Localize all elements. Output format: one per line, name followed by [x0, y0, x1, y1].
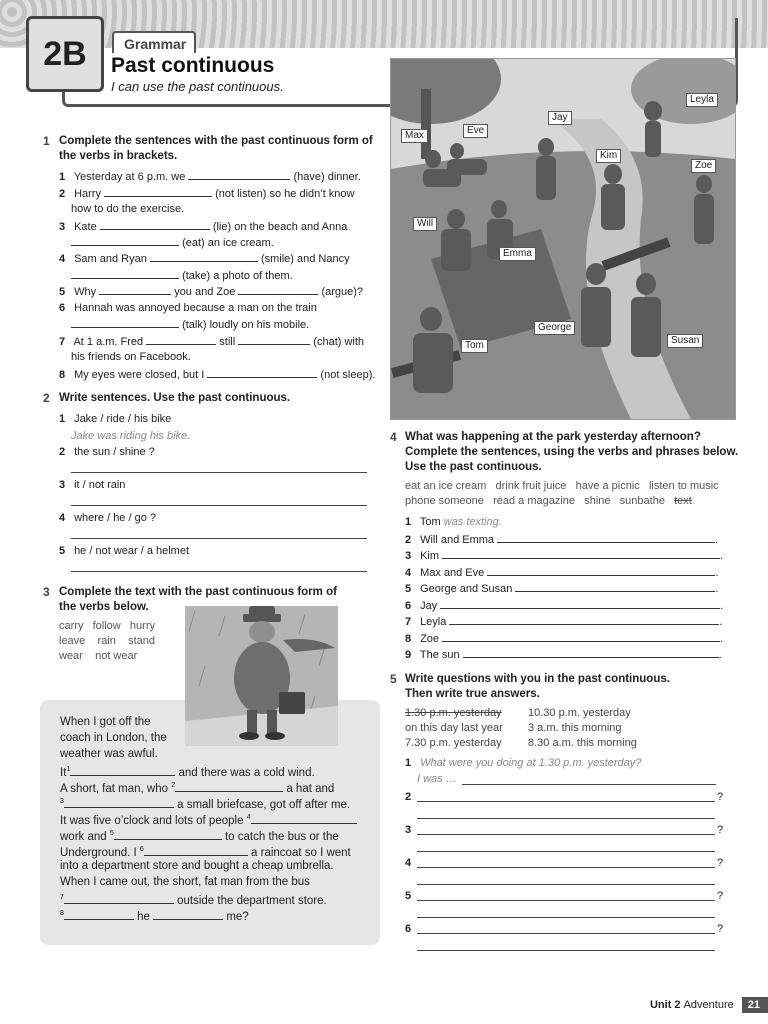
ex2-item-5	[59, 544, 189, 558]
answer-blank[interactable]	[146, 334, 216, 345]
instruction-line: Complete the text with the past continuous form of	[59, 586, 337, 598]
answer-blank[interactable]	[64, 893, 174, 904]
ex3-word-box	[59, 619, 155, 664]
phrase: text	[674, 495, 692, 507]
item-text: Sam and Ryan	[74, 253, 147, 265]
ex1-item-3	[59, 219, 347, 234]
ex5-item-2	[405, 790, 417, 804]
time-option: 10.30 p.m. yesterday	[528, 707, 631, 719]
answer-blank[interactable]	[114, 829, 222, 840]
item-subject: George and Susan	[420, 583, 513, 595]
phrase: phone someone	[405, 495, 484, 507]
answer-blank[interactable]	[153, 909, 223, 920]
instruction-line: Use the past continuous.	[405, 461, 542, 473]
example-answer: was texting.	[443, 516, 502, 528]
item-subject: Will and Emma	[420, 534, 495, 546]
answer-blank[interactable]	[64, 909, 134, 920]
answer-blank[interactable]	[487, 565, 715, 576]
phrase: sunbathe	[619, 495, 665, 507]
exercise-1-number: 1	[43, 134, 50, 148]
ex5-item-3	[405, 823, 417, 837]
item-number: 1	[405, 757, 412, 769]
phrase-row	[405, 494, 719, 509]
ex1-item-2-cont	[71, 202, 184, 216]
item-text: (chat) with	[313, 336, 365, 348]
page-footer	[650, 997, 768, 1013]
man-in-rain-illustration	[185, 606, 338, 746]
ex4-item-4: 4 Max and Eve .	[405, 567, 719, 579]
answer-blank[interactable]	[71, 235, 179, 246]
item-number: 2	[59, 188, 66, 200]
item-number: 3	[59, 221, 66, 233]
item-number: 3	[405, 824, 412, 836]
answer-blank[interactable]	[463, 647, 719, 658]
ex2-item-2	[59, 445, 155, 459]
phrase: shine	[584, 495, 611, 507]
ex1-item-5	[59, 284, 363, 299]
item-subject: Leyla	[420, 616, 447, 628]
item-text: his friends on Facebook.	[71, 351, 191, 363]
answer-line[interactable]	[462, 784, 716, 785]
answer-line[interactable]	[71, 538, 367, 539]
item-text: how to do the exercise.	[71, 203, 185, 215]
phrase: drink fruit juice	[495, 480, 567, 492]
answer-blank[interactable]	[188, 169, 290, 180]
footer-topic: Adventure	[683, 999, 734, 1011]
item-subject: Max and Eve	[420, 567, 485, 579]
story-text: outside the department store.	[177, 894, 327, 907]
answer-line[interactable]	[417, 917, 715, 918]
exercise-4-number: 4	[390, 430, 397, 444]
page-number: 21	[742, 997, 768, 1013]
item-text: you and Zoe	[174, 286, 236, 298]
page-title: Past continuous	[111, 54, 275, 77]
time-option: 8.30 a.m. this morning	[528, 737, 637, 749]
answer-blank[interactable]	[150, 251, 258, 262]
item-subject: Tom	[419, 516, 441, 528]
story-text: It was five o’clock and lots of people	[60, 814, 244, 827]
exercise-1-instruction	[59, 134, 373, 164]
item-text: (argue)?	[321, 286, 364, 298]
answer-blank[interactable]	[442, 548, 720, 559]
answer-line[interactable]	[71, 571, 367, 572]
item-text: Yesterday at 6 p.m. we	[73, 171, 186, 183]
item-prompt: the sun / shine ?	[74, 446, 155, 458]
question-mark: ?	[717, 923, 724, 935]
ex1-item-3-cont	[71, 235, 274, 250]
item-number: 5	[405, 890, 412, 902]
footer-unit: Unit 2	[649, 999, 681, 1011]
ex5-item-6	[405, 922, 417, 936]
item-number: 1	[405, 516, 412, 528]
item-number: 4	[59, 253, 66, 265]
gap-number: 7	[60, 894, 64, 901]
instruction-line: Complete the sentences with the past continuous form of	[59, 135, 373, 147]
gap-number: 6	[139, 846, 144, 853]
item-number: 4	[405, 567, 412, 579]
word: rain	[97, 635, 116, 647]
ex1-item-4-cont	[71, 268, 293, 283]
instruction-line: the verbs in brackets.	[59, 150, 178, 162]
name-tag-will: Will	[413, 217, 437, 231]
answer-blank[interactable]	[497, 532, 715, 543]
ex5-example-question	[405, 756, 641, 770]
story-line: When I came out, the short, fat man from the bus	[60, 876, 310, 888]
ex5-example-answer: I was …	[417, 773, 457, 785]
item-text: (eat) an ice cream.	[182, 237, 274, 249]
answer-line[interactable]	[417, 950, 715, 951]
answer-blank[interactable]	[104, 186, 212, 197]
question-line[interactable]	[417, 834, 715, 835]
instruction-line: What was happening at the park yesterday afternoon?	[405, 431, 701, 443]
phrase: read a magazine	[493, 495, 576, 507]
gap-number: 4	[246, 814, 251, 821]
word-row	[59, 619, 155, 634]
question-mark: ?	[717, 824, 724, 836]
name-tag-susan: Susan	[667, 334, 703, 348]
answer-blank[interactable]	[71, 268, 179, 279]
instruction-line: Write questions with you in the past continuous.	[405, 673, 670, 685]
ex1-item-6-cont	[71, 317, 309, 332]
word: stand	[128, 635, 156, 647]
word: carry	[59, 620, 84, 632]
answer-blank[interactable]	[238, 284, 318, 295]
item-prompt: Jake / ride / his bike	[74, 413, 172, 425]
answer-blank[interactable]	[440, 598, 720, 609]
story-text: to catch the bus or the	[224, 830, 339, 843]
item-text: (not listen) so he didn’t know	[215, 188, 355, 200]
story-line	[60, 906, 249, 925]
word: follow	[92, 620, 121, 632]
instruction-line: Then write true answers.	[405, 688, 540, 700]
item-text: (not sleep).	[320, 369, 376, 381]
answer-line[interactable]	[417, 884, 715, 885]
word: hurry	[129, 620, 155, 632]
word: not wear	[95, 650, 138, 662]
question-line[interactable]	[417, 867, 715, 868]
gap-number: 2	[171, 782, 176, 789]
answer-blank[interactable]	[100, 219, 210, 230]
item-number: 5	[59, 545, 66, 557]
ex2-example-answer: Jake was riding his bike.	[71, 430, 191, 442]
story-text: me?	[226, 910, 249, 923]
ex4-item-9: 9 The sun .	[405, 649, 722, 661]
item-text: Why	[74, 286, 97, 298]
answer-blank[interactable]	[71, 317, 179, 328]
item-number: 6	[405, 923, 412, 935]
word-row	[59, 634, 155, 649]
ex4-item-3: 3 Kim .	[405, 550, 724, 562]
word: leave	[59, 635, 86, 647]
time-option: 1.30 p.m. yesterday	[405, 707, 502, 719]
item-subject: Jay	[420, 600, 438, 612]
item-text: At 1 a.m. Fred	[73, 336, 144, 348]
ex4-item-7: 7 Leyla .	[405, 616, 723, 628]
item-number: 6	[405, 600, 412, 612]
ex1-item-8	[59, 367, 375, 382]
item-text: (talk) loudly on his mobile.	[182, 319, 310, 331]
name-tag-kim: Kim	[596, 149, 621, 163]
item-number: 3	[59, 479, 66, 491]
section-tab: Grammar	[112, 31, 196, 53]
item-number: 2	[405, 534, 412, 546]
time-option: 3 a.m. this morning	[528, 722, 622, 734]
name-tag-george: George	[534, 321, 575, 335]
name-tag-leyla: Leyla	[686, 93, 718, 107]
phrase: listen to music	[648, 480, 719, 492]
answer-blank[interactable]	[442, 631, 720, 642]
word-row	[59, 649, 155, 664]
ex2-item-1	[59, 412, 171, 426]
item-prompt: he / not wear / a helmet	[74, 545, 190, 557]
answer-blank[interactable]	[515, 581, 715, 592]
example-question: What were you doing at 1.30 p.m. yesterday?	[420, 757, 642, 769]
park-scene-illustration	[390, 58, 736, 420]
story-line: weather was awful.	[60, 748, 158, 760]
item-subject: Zoe	[420, 633, 440, 645]
phrase: eat an ice cream	[405, 480, 487, 492]
answer-blank[interactable]	[238, 334, 310, 345]
story-text: work and	[60, 830, 107, 843]
item-number: 3	[405, 550, 412, 562]
ex1-item-2	[59, 186, 355, 201]
item-subject: Kim	[420, 550, 440, 562]
phrase: have a picnic	[575, 480, 640, 492]
ex5-times-col1	[405, 706, 503, 751]
story-line: coach in London, the	[60, 732, 167, 744]
ex1-item-7-cont	[71, 350, 191, 364]
item-text: My eyes were closed, but I	[74, 369, 205, 381]
ex4-item-1	[405, 515, 502, 529]
item-number: 4	[59, 512, 66, 524]
ex4-phrase-box	[405, 479, 719, 509]
item-number: 8	[405, 633, 412, 645]
question-mark: ?	[717, 857, 724, 869]
answer-blank[interactable]	[207, 367, 317, 378]
answer-blank[interactable]	[175, 781, 283, 792]
item-text: Harry	[74, 188, 101, 200]
answer-line[interactable]	[417, 851, 715, 852]
name-tag-emma: Emma	[499, 247, 536, 261]
item-text: still	[219, 336, 236, 348]
gap-number: 3	[60, 798, 64, 805]
story-text: A short, fat man, who	[60, 782, 169, 795]
exercise-2-instruction: Write sentences. Use the past continuous.	[59, 392, 291, 404]
time-option: on this day last year	[405, 722, 503, 734]
story-text: and there was a cold wind.	[178, 766, 315, 779]
story-line: When I got off the	[60, 716, 151, 728]
answer-blank[interactable]	[70, 765, 175, 776]
ex1-item-7	[59, 334, 364, 349]
story-text: Underground. I	[60, 846, 137, 859]
item-text: (lie) on the beach and Anna	[212, 221, 348, 233]
answer-line[interactable]	[71, 472, 367, 473]
item-number: 8	[59, 369, 66, 381]
question-mark: ?	[717, 890, 724, 902]
story-text: he	[137, 910, 150, 923]
answer-line[interactable]	[417, 818, 715, 819]
answer-blank[interactable]	[251, 813, 357, 824]
item-prompt: it / not rain	[74, 479, 126, 491]
item-number: 2	[59, 446, 66, 458]
item-text: Hannah was annoyed because a man on the train	[74, 302, 317, 314]
instruction-line: the verbs below.	[59, 601, 149, 613]
item-prompt: where / he / go ?	[74, 512, 157, 524]
name-tag-jay: Jay	[548, 111, 572, 125]
question-mark: ?	[717, 791, 724, 803]
item-text: (smile) and Nancy	[260, 253, 350, 265]
story-text: It	[60, 766, 67, 779]
exercise-4-instruction	[405, 430, 738, 475]
item-number: 9	[405, 649, 412, 661]
item-number: 5	[59, 286, 66, 298]
item-text: (have) dinner.	[293, 171, 361, 183]
name-tag-max: Max	[401, 129, 428, 143]
ex5-item-4	[405, 856, 417, 870]
gap-number: 1	[66, 766, 71, 773]
exercise-5-instruction	[405, 672, 670, 702]
item-number: 7	[59, 336, 66, 348]
question-line[interactable]	[417, 900, 715, 901]
item-text: (take) a photo of them.	[182, 270, 293, 282]
story-text: a hat and	[286, 782, 335, 795]
story-line: into a department store and bought a cheap umbrella.	[60, 860, 334, 872]
ex1-item-6	[59, 301, 317, 315]
item-number: 6	[59, 302, 66, 314]
ex4-item-5: 5 George and Susan .	[405, 583, 719, 595]
answer-blank[interactable]	[99, 284, 171, 295]
unit-code-badge: 2B	[26, 16, 104, 92]
item-number: 1	[59, 413, 66, 425]
item-number: 5	[405, 583, 412, 595]
name-tag-eve: Eve	[463, 124, 488, 138]
exercise-2-number: 2	[43, 391, 50, 405]
item-number: 4	[405, 857, 412, 869]
page-subtitle: I can use the past continuous.	[111, 79, 284, 94]
ex4-item-8: 8 Zoe .	[405, 633, 724, 645]
item-number: 2	[405, 791, 412, 803]
ex5-times-col2	[528, 706, 637, 751]
ex1-item-4	[59, 251, 350, 266]
answer-line[interactable]	[71, 505, 367, 506]
item-text: Kate	[74, 221, 97, 233]
ex5-item-5	[405, 889, 417, 903]
item-subject: The sun	[419, 649, 460, 661]
ex2-item-4	[59, 511, 156, 525]
story-text: a raincoat so I went	[251, 846, 351, 859]
item-number: 7	[405, 616, 412, 628]
answer-blank[interactable]	[449, 614, 719, 625]
answer-blank[interactable]	[144, 845, 248, 856]
question-line[interactable]	[417, 933, 715, 934]
ex4-item-2: 2 Will and Emma .	[405, 534, 719, 546]
exercise-5-number: 5	[390, 672, 397, 686]
exercise-3-number: 3	[43, 585, 50, 599]
item-number: 1	[59, 171, 66, 183]
name-tag-zoe: Zoe	[691, 159, 716, 173]
ex1-item-1	[59, 169, 361, 184]
answer-blank[interactable]	[64, 797, 174, 808]
time-option: 7.30 p.m. yesterday	[405, 737, 502, 749]
instruction-line: Complete the sentences, using the verbs and phrases below.	[405, 446, 739, 458]
question-line[interactable]	[417, 801, 715, 802]
phrase-row	[405, 479, 719, 494]
gap-number: 8	[60, 910, 64, 917]
ex2-item-3	[59, 478, 125, 492]
gap-number: 5	[109, 830, 114, 837]
word: wear	[59, 650, 83, 662]
ex4-item-6: 6 Jay .	[405, 600, 724, 612]
name-tag-tom: Tom	[461, 339, 488, 353]
story-text: a small briefcase, got off after me.	[177, 798, 351, 811]
